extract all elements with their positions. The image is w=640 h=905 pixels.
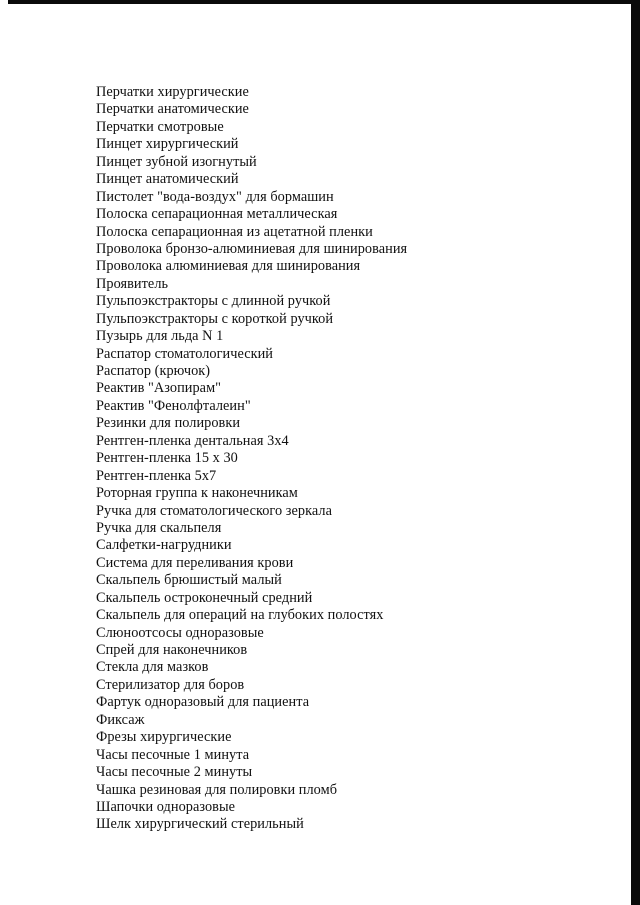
list-item: Ручка для стоматологического зеркала bbox=[96, 502, 332, 519]
list-item: Шапочки одноразовые bbox=[96, 798, 236, 815]
item-list bbox=[96, 84, 596, 834]
list-item: Салфетки-нагрудники bbox=[96, 537, 232, 554]
list-item: Слюноотсосы одноразовые bbox=[96, 624, 264, 641]
list-item: Скальпель остроконечный средний bbox=[96, 589, 313, 606]
list-item: Часы песочные 1 минута bbox=[96, 746, 250, 763]
list-item: Рентген-пленка дентальная 3х4 bbox=[96, 432, 289, 449]
list-item: Стерилизатор для боров bbox=[96, 676, 245, 693]
document-page bbox=[96, 84, 596, 834]
list-item: Система для переливания крови bbox=[96, 554, 294, 571]
list-item: Рентген-пленка 5х7 bbox=[96, 467, 217, 484]
list-item: Полоска сепарационная металлическая bbox=[96, 206, 338, 223]
list-item: Пульпоэкстракторы с короткой ручкой bbox=[96, 310, 334, 327]
list-item: Перчатки анатомические bbox=[96, 101, 249, 118]
list-item: Фиксаж bbox=[96, 711, 145, 728]
list-item: Спрей для наконечников bbox=[96, 642, 248, 658]
list-item: Пинцет зубной изогнутый bbox=[96, 153, 257, 170]
list-item: Проявитель bbox=[96, 275, 169, 292]
list-item: Шелк хирургический стерильный bbox=[96, 816, 304, 833]
list-item: Распатор стоматологический bbox=[96, 345, 274, 362]
list-item: Полоска сепарационная из ацетатной пленки bbox=[96, 223, 373, 240]
list-item: Реактив "Азопирам" bbox=[96, 380, 222, 397]
list-item: Пузырь для льда N 1 bbox=[96, 328, 224, 345]
list-item: Пинцет хирургический bbox=[96, 136, 239, 153]
list-item: Стекла для мазков bbox=[96, 659, 209, 676]
list-item: Распатор (крючок) bbox=[96, 363, 211, 379]
list-item: Перчатки смотровые bbox=[96, 118, 224, 135]
list-item: Роторная группа к наконечникам bbox=[96, 485, 298, 502]
list-item: Часы песочные 2 минуты bbox=[96, 764, 253, 781]
list-item: Проволока бронзо-алюминиевая для шинирования bbox=[96, 240, 408, 257]
scan-border-top bbox=[8, 0, 640, 4]
scan-border-right bbox=[631, 0, 640, 905]
list-item: Скальпель брюшистый малый bbox=[96, 572, 282, 589]
list-item: Пинцет анатомический bbox=[96, 171, 239, 188]
list-item: Фартук одноразовый для пациента bbox=[96, 694, 310, 711]
list-item: Ручка для скальпеля bbox=[96, 519, 222, 536]
list-item: Фрезы хирургические bbox=[96, 729, 232, 746]
list-item: Пистолет "вода-воздух" для бормашин bbox=[96, 188, 334, 205]
list-item: Рентген-пленка 15 х 30 bbox=[96, 450, 238, 467]
list-item: Перчатки хирургические bbox=[96, 84, 249, 100]
list-item: Чашка резиновая для полировки пломб bbox=[96, 781, 338, 798]
list-item: Пульпоэкстракторы с длинной ручкой bbox=[96, 293, 331, 310]
list-item: Проволока алюминиевая для шинирования bbox=[96, 258, 361, 275]
list-item: Резинки для полировки bbox=[96, 415, 241, 432]
list-item: Скальпель для операций на глубоких полостях bbox=[96, 607, 384, 624]
list-item: Реактив "Фенолфталеин" bbox=[96, 397, 251, 414]
